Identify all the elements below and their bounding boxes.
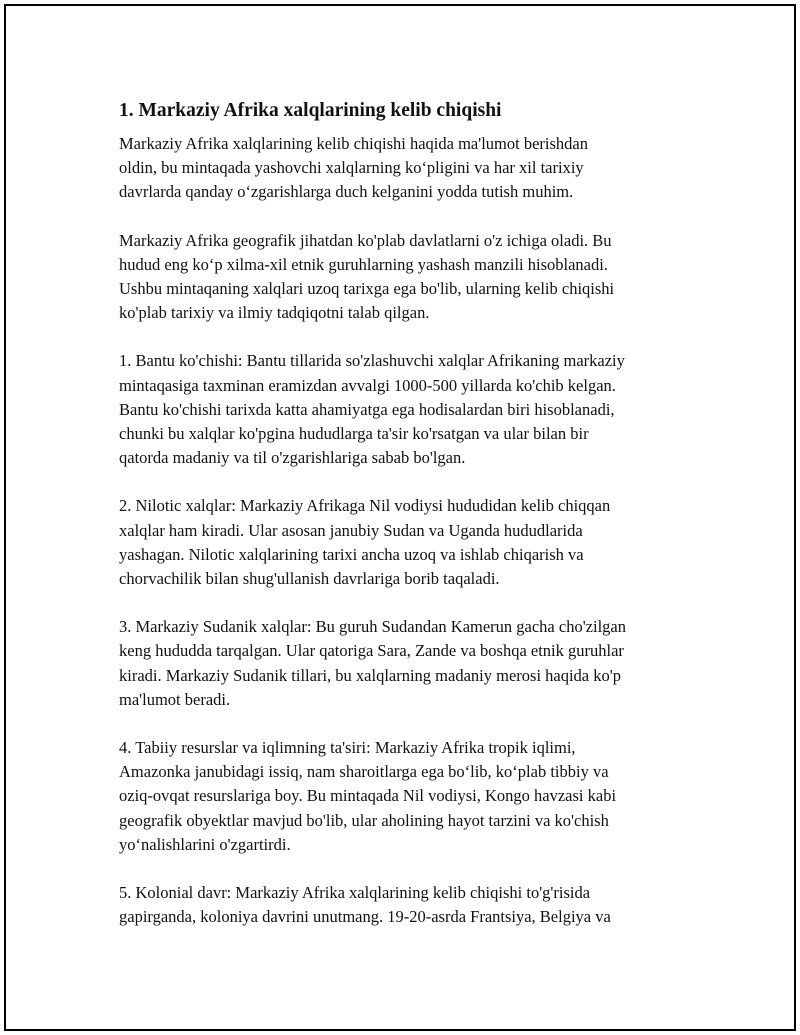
paragraph <box>119 349 699 470</box>
text-line: keng hududda tarqalgan. Ular qatoriga Sara, Zande va boshqa etnik guruhlar <box>119 641 624 661</box>
text-line: ma'lumot beradi. <box>119 689 231 709</box>
text-line: 3. Markaziy Sudanik xalqlar: Bu guruh Sudandan Kamerun gacha cho'zilgan <box>119 617 626 637</box>
paragraph <box>119 494 699 591</box>
page-frame <box>4 4 796 1031</box>
text-line: oziq-ovqat resurslariga boy. Bu mintaqada Nil vodiysi, Kongo havzasi kabi <box>119 786 617 806</box>
paragraph <box>119 615 699 712</box>
text-line: Markaziy Afrika xalqlarining kelib chiqishi haqida ma'lumot berishdan <box>119 134 588 153</box>
text-line: mintaqasiga taxminan eramizdan avvalgi 1000-500 yillarda ko'chib kelgan. <box>119 375 616 395</box>
text-line: 5. Kolonial davr: Markaziy Afrika xalqlarining kelib chiqishi to'g'risida <box>119 883 591 903</box>
paragraph-list <box>119 132 699 929</box>
text-line: davrlarda qanday o‘zgarishlarga duch kelganini yodda tutish muhim. <box>119 182 574 202</box>
text-line: chorvachilik bilan shug'ullanish davrlariga borib taqaladi. <box>119 569 500 589</box>
text-line: 4. Tabiiy resurslar va iqlimning ta'siri: Markaziy Afrika tropik iqlimi, <box>119 738 576 758</box>
text-line: chunki bu xalqlar ko'pgina hududlarga ta'sir ko'rsatgan va ular bilan bir <box>119 424 589 444</box>
text-line: Bantu ko'chishi tarixda katta ahamiyatga ega hodisalardan biri hisoblanadi, <box>119 399 615 419</box>
text-line: oldin, bu mintaqada yashovchi xalqlarning ko‘pligini va har xil tarixiy <box>119 158 584 178</box>
paragraph <box>119 132 699 205</box>
text-line: yashagan. Nilotic xalqlarining tarixi ancha uzoq va ishlab chiqarish va <box>119 544 584 564</box>
text-line: hudud eng ko‘p xilma-xil etnik guruhlarning yashash manzili hisoblanadi. <box>119 254 608 274</box>
paragraph <box>119 229 699 326</box>
document-body <box>119 98 699 953</box>
text-line: 1. Bantu ko'chishi: Bantu tillarida so'zlashuvchi xalqlar Afrikaning markaziy <box>119 351 625 371</box>
document-title: 1. Markaziy Afrika xalqlarining kelib chiqishi <box>119 100 502 121</box>
text-line: kiradi. Markaziy Sudanik tillari, bu xalqlarning madaniy merosi haqida ko'p <box>119 665 621 685</box>
text-line: yo‘nalishlarini o'zgartirdi. <box>119 834 291 854</box>
text-line: geografik obyektlar mavjud bo'lib, ular aholining hayot tarzini va ko'chish <box>119 810 609 830</box>
text-line: qatorda madaniy va til o'zgarishlariga sabab bo'lgan. <box>119 448 466 468</box>
text-line: ko'plab tarixiy va ilmiy tadqiqotni talab qilgan. <box>119 303 430 323</box>
text-line: Ushbu mintaqaning xalqlari uzoq tarixga ega bo'lib, ularning kelib chiqishi <box>119 279 615 299</box>
text-line: Markaziy Afrika geografik jihatdan ko'plab davlatlarni o'z ichiga oladi. Bu <box>119 230 612 250</box>
text-line: xalqlar ham kiradi. Ular asosan janubiy Sudan va Uganda hududlarida <box>119 520 583 540</box>
text-line: Amazonka janubidagi issiq, nam sharoitlarga ega bo‘lib, ko‘plab tibbiy va <box>119 762 609 782</box>
text-line: gapirganda, koloniya davrini unutmang. 19-20-asrda Frantsiya, Belgiya va <box>119 907 611 927</box>
text-line: 2. Nilotic xalqlar: Markaziy Afrikaga Nil vodiysi hududidan kelib chiqqan <box>119 496 611 516</box>
paragraph <box>119 881 699 929</box>
paragraph <box>119 736 699 857</box>
